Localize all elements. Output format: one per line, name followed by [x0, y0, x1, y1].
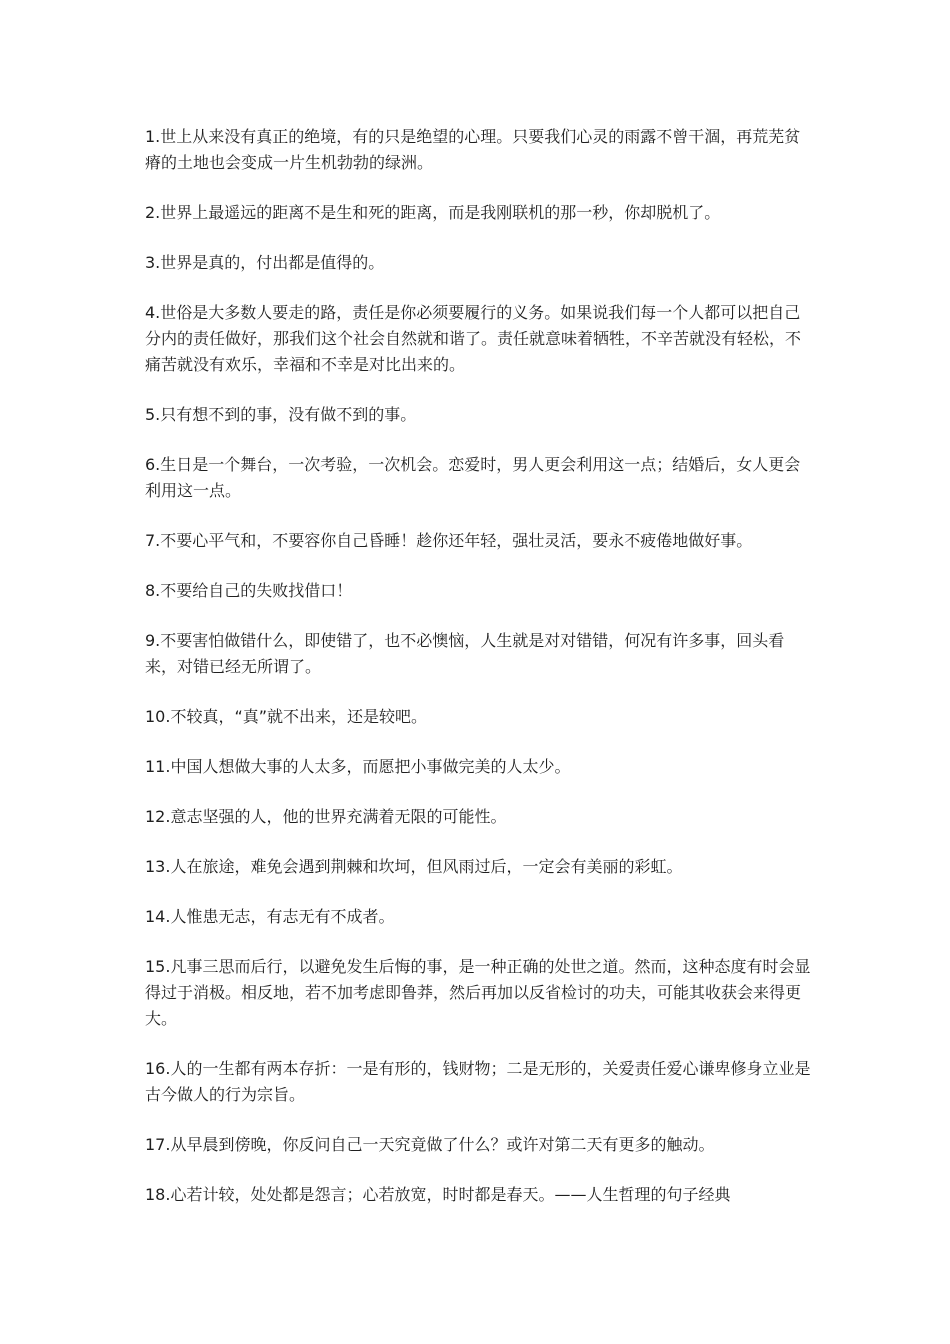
paragraph-13: 13.人在旅途，难免会遇到荆棘和坎坷，但风雨过后，一定会有美丽的彩虹。: [145, 857, 683, 876]
paragraph-9: 9.不要害怕做错什么，即使错了，也不必懊恼，人生就是对对错错，何况有许多事，回头看来，对错已经无所谓了。: [145, 631, 785, 676]
paragraph-3: 3.世界是真的，付出都是值得的。: [145, 253, 385, 272]
paragraph-2: 2.世界上最遥远的距离不是生和死的距离，而是我刚联机的那一秒，你却脱机了。: [145, 203, 721, 222]
document-body: [145, 124, 813, 1232]
paragraph-5: 5.只有想不到的事，没有做不到的事。: [145, 405, 417, 424]
paragraph-7: 7.不要心平气和，不要容你自己昏睡！趁你还年轻，强壮灵活，要永不疲倦地做好事。: [145, 531, 753, 550]
paragraph-11: 11.中国人想做大事的人太多，而愿把小事做完美的人太少。: [145, 757, 571, 776]
paragraph-4: 4.世俗是大多数人要走的路，责任是你必须要履行的义务。如果说我们每一个人都可以把自己分内的责任做好，那我们这个社会自然就和谐了。责任就意味着牺牲，不辛苦就没有轻松，不痛苦就没有欢乐，幸福和不幸是对比出来的。: [145, 303, 802, 374]
paragraph-10: 10.不较真，“真”就不出来，还是较吧。: [145, 707, 428, 726]
paragraph-6: 6.生日是一个舞台，一次考验，一次机会。恋爱时，男人更会利用这一点；结婚后，女人更会利用这一点。: [145, 455, 801, 500]
paragraph-12: 12.意志坚强的人，他的世界充满着无限的可能性。: [145, 807, 507, 826]
paragraph-16: 16.人的一生都有两本存折：一是有形的，钱财物；二是无形的，关爱责任爱心谦卑修身立业是古今做人的行为宗旨。: [145, 1059, 811, 1104]
paragraph-15: 15.凡事三思而后行，以避免发生后悔的事，是一种正确的处世之道。然而，这种态度有时会显得过于消极。相反地，若不加考虑即鲁莽，然后再加以反省检讨的功夫，可能其收获会来得更大。: [145, 957, 811, 1028]
paragraph-18: 18.心若计较，处处都是怨言；心若放宽，时时都是春天。——人生哲理的句子经典: [145, 1185, 731, 1204]
paragraph-17: 17.从早晨到傍晚，你反问自己一天究竟做了什么？或许对第二天有更多的触动。: [145, 1135, 715, 1154]
paragraph-1: 1.世上从来没有真正的绝境，有的只是绝望的心理。只要我们心灵的雨露不曾干涸，再荒芜贫瘠的土地也会变成一片生机勃勃的绿洲。: [145, 127, 801, 172]
paragraph-14: 14.人惟患无志，有志无有不成者。: [145, 907, 395, 926]
paragraph-8: 8.不要给自己的失败找借口！: [145, 581, 353, 600]
